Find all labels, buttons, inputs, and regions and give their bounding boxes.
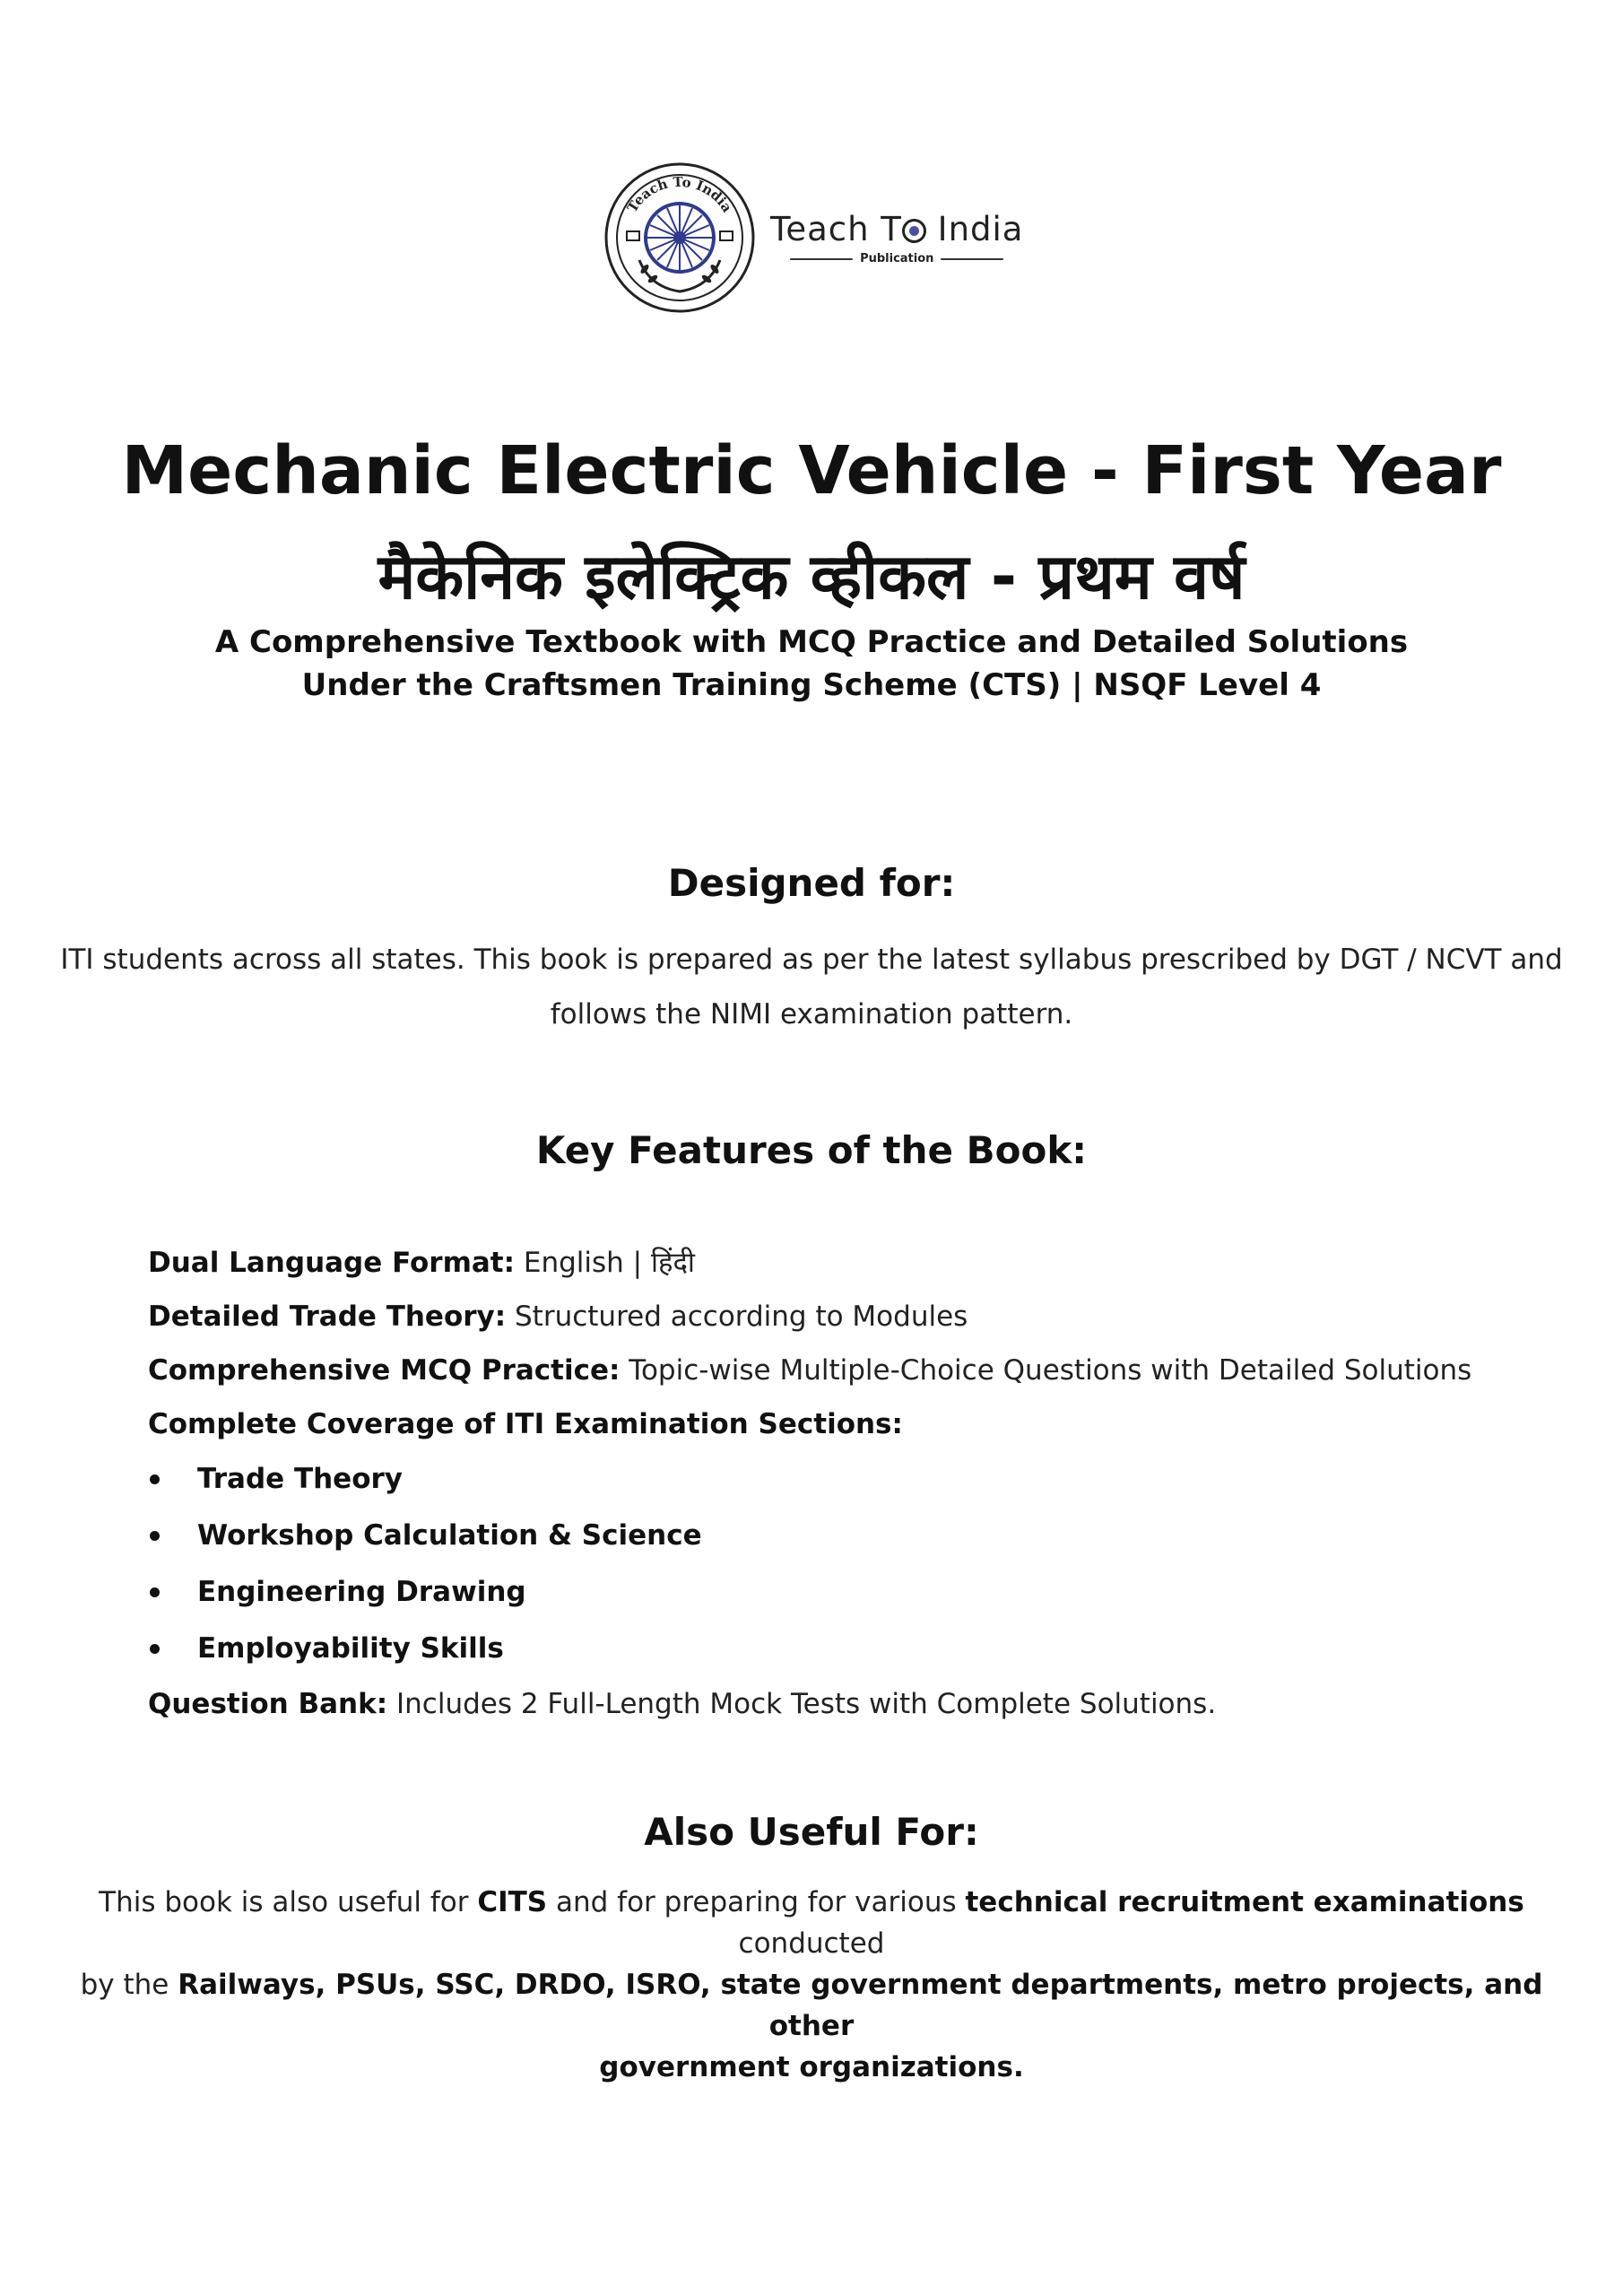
bullet-icon bbox=[150, 1587, 160, 1597]
sections-list bbox=[148, 1451, 1493, 1677]
bold-run: Railways, PSUs, SSC, DRDO, ISRO, state government departments, metro projects, and other bbox=[178, 1969, 1543, 2042]
feature-label: Detailed Trade Theory: bbox=[148, 1300, 507, 1333]
bullet-icon bbox=[150, 1531, 160, 1541]
section-label: Workshop Calculation & Science bbox=[197, 1519, 702, 1552]
feature-label: Question Bank: bbox=[148, 1688, 388, 1720]
swoosh-right bbox=[941, 258, 1003, 260]
brand-wordmark bbox=[770, 210, 1023, 265]
bullet-icon bbox=[150, 1474, 160, 1484]
list-item bbox=[148, 1508, 1493, 1564]
brand-o-icon bbox=[902, 219, 926, 243]
publisher-logo bbox=[603, 161, 1034, 314]
feature-label: Complete Coverage of ITI Examination Sections: bbox=[148, 1408, 903, 1440]
also-useful-text bbox=[54, 1882, 1569, 2088]
list-item bbox=[148, 1451, 1493, 1508]
seal-icon bbox=[603, 161, 756, 314]
feature-label: Comprehensive MCQ Practice: bbox=[148, 1354, 621, 1387]
seal-text: Teach To India bbox=[623, 173, 736, 216]
bold-run: government organizations. bbox=[599, 2051, 1024, 2083]
feature-label: Dual Language Format: bbox=[148, 1247, 516, 1279]
brand-sub-label: Publication bbox=[860, 252, 934, 265]
feature-question-bank bbox=[148, 1677, 1493, 1731]
designed-line-2: follows the NIMI examination pattern. bbox=[550, 998, 1073, 1031]
section-label: Employability Skills bbox=[197, 1632, 504, 1665]
key-features-heading: Key Features of the Book: bbox=[535, 1128, 1088, 1172]
brand-sub bbox=[790, 252, 1003, 265]
feature-value: Structured according to Modules bbox=[506, 1300, 968, 1333]
designed-for-text bbox=[54, 933, 1569, 1042]
designed-line-1: ITI students across all states. This book is prepared as per the latest syllabus prescribed by DGT / NCVT and bbox=[60, 944, 1563, 976]
also-useful-heading: Also Useful For: bbox=[644, 1810, 979, 1854]
feature-coverage bbox=[148, 1397, 1493, 1451]
also-line-3 bbox=[54, 2047, 1569, 2088]
title-english: Mechanic Electric Vehicle - First Year bbox=[121, 432, 1502, 509]
also-line-1 bbox=[54, 1882, 1569, 1964]
brand-prefix: Teach T bbox=[770, 210, 902, 248]
feature-trade-theory bbox=[148, 1290, 1493, 1344]
text-run: This book is also useful for bbox=[99, 1886, 478, 1918]
bold-run: technical recruitment examinations bbox=[965, 1886, 1524, 1918]
also-line-2 bbox=[54, 1964, 1569, 2047]
brand-name bbox=[770, 210, 1023, 248]
bullet-icon bbox=[150, 1644, 160, 1654]
section-label: Trade Theory bbox=[197, 1463, 403, 1495]
features-list bbox=[148, 1236, 1493, 1731]
bold-run: CITS bbox=[477, 1886, 548, 1918]
brand-suffix: India bbox=[937, 210, 1024, 248]
section-label: Engineering Drawing bbox=[197, 1576, 526, 1608]
subtitle-line-1: A Comprehensive Textbook with MCQ Practice and Detailed Solutions bbox=[214, 624, 1409, 660]
subtitle bbox=[54, 621, 1569, 707]
text-run: by the bbox=[80, 1969, 178, 2001]
feature-value: English | हिंदी bbox=[515, 1247, 695, 1279]
text-run: conducted bbox=[738, 1927, 885, 1960]
list-item bbox=[148, 1621, 1493, 1677]
designed-for-heading: Designed for: bbox=[667, 861, 956, 905]
feature-dual-language bbox=[148, 1236, 1493, 1290]
list-item bbox=[148, 1564, 1493, 1621]
feature-value: Topic-wise Multiple-Choice Questions with Detailed Solutions bbox=[620, 1354, 1472, 1387]
title-hindi: मैकेनिक इलेक्ट्रिक व्हीकल - प्रथम वर्ष bbox=[378, 540, 1245, 613]
feature-value: Includes 2 Full-Length Mock Tests with Complete Solutions. bbox=[387, 1688, 1217, 1720]
feature-mcq bbox=[148, 1344, 1493, 1397]
text-run: and for preparing for various bbox=[547, 1886, 966, 1918]
subtitle-line-2: Under the Craftsmen Training Scheme (CTS) | NSQF Level 4 bbox=[301, 667, 1322, 703]
swoosh-left bbox=[790, 258, 853, 260]
